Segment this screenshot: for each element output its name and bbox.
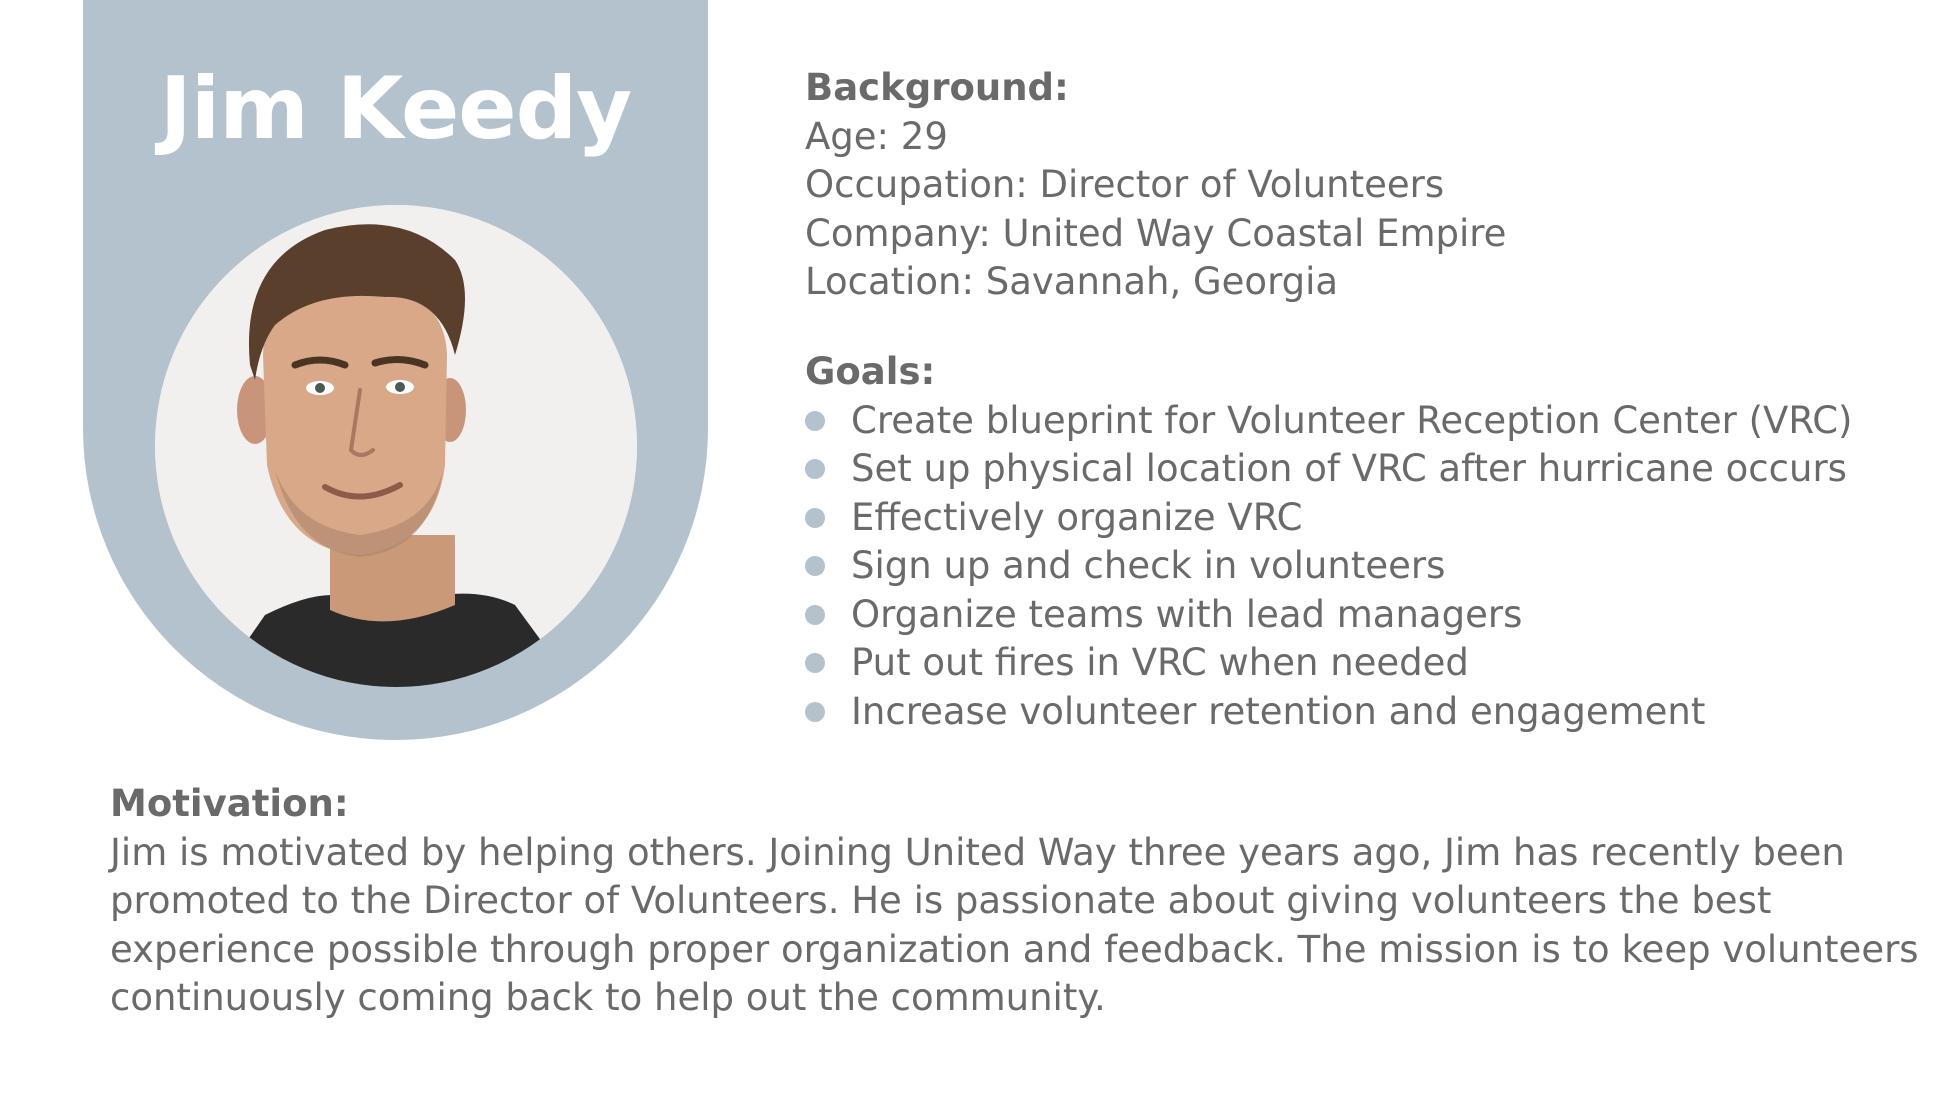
persona-name: Jim Keedy <box>159 59 632 159</box>
motivation-line: promoted to the Director of Volunteers. He is passionate about giving volunteers the best <box>110 879 1772 922</box>
background-occupation: Occupation: Director of Volunteers <box>805 163 1445 206</box>
goal-text: Set up physical location of VRC after hurricane occurs <box>851 447 1847 490</box>
goals-title: Goals: <box>805 350 936 393</box>
goals-section <box>805 348 1853 736</box>
list-item <box>805 397 1853 446</box>
motivation-title: Motivation: <box>110 782 349 825</box>
goal-text: Effectively organize VRC <box>851 495 1303 539</box>
list-item <box>805 688 1853 737</box>
background-location: Location: Savannah, Georgia <box>805 260 1339 303</box>
list-item <box>805 445 1853 494</box>
background-company: Company: United Way Coastal Empire <box>805 211 1507 255</box>
bullet-icon <box>805 605 825 625</box>
motivation-line: Jim is motivated by helping others. Joining United Way three years ago, Jim has recently been <box>110 830 1845 874</box>
goal-text: Organize teams with lead managers <box>851 592 1523 636</box>
goal-text: Sign up and check in volunteers <box>851 544 1446 587</box>
bullet-icon <box>805 556 825 576</box>
motivation-body <box>110 829 1919 1023</box>
list-item <box>805 639 1853 688</box>
background-age: Age: 29 <box>805 114 948 158</box>
motivation-section <box>110 780 1919 1023</box>
motivation-line: experience possible through proper organization and feedback. The mission is to keep volunteers <box>110 927 1919 971</box>
bullet-icon <box>805 411 825 431</box>
bullet-icon <box>805 653 825 673</box>
goal-text: Increase volunteer retention and engagement <box>851 689 1706 733</box>
goal-text: Put out fires in VRC when needed <box>851 641 1469 684</box>
goal-text: Create blueprint for Volunteer Reception Center (VRC) <box>851 398 1853 442</box>
bullet-icon <box>805 508 825 528</box>
list-item <box>805 591 1853 640</box>
background-section <box>805 64 1506 307</box>
bullet-icon <box>805 702 825 722</box>
motivation-line: continuously coming back to help out the community. <box>110 976 1106 1019</box>
bullet-icon <box>805 459 825 479</box>
list-item <box>805 494 1853 543</box>
list-item <box>805 542 1853 591</box>
background-title: Background: <box>805 66 1069 109</box>
goals-list <box>805 397 1853 737</box>
portrait-photo <box>155 205 637 687</box>
avatar <box>155 205 637 687</box>
